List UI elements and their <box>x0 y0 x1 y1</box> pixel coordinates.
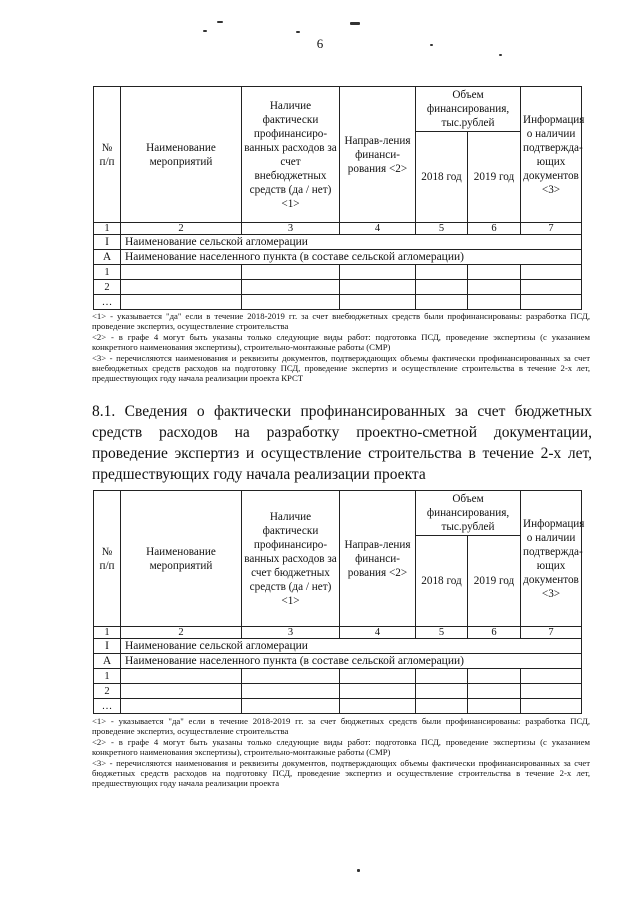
table-row <box>94 295 582 310</box>
column-number: 1 <box>94 627 121 639</box>
column-number: 7 <box>521 627 582 639</box>
col-header-2018: 2018 год <box>416 536 468 627</box>
row-number: I <box>94 235 121 250</box>
column-number: 3 <box>242 223 340 235</box>
footnote: <2> - в графе 4 могут быть указаны только следующие виды работ: подготовка ПСД, проведение экспертизы (с указанием конкретного наименования экспертизы), строительно-монтажные работы (СМР) <box>92 331 590 353</box>
col-header-2019: 2019 год <box>468 536 521 627</box>
column-number: 5 <box>416 627 468 639</box>
table-row <box>94 669 582 684</box>
footnotes-table2 <box>92 716 590 789</box>
agglomeration-row <box>94 235 582 250</box>
scan-speck <box>217 21 223 23</box>
budget-expenses-table <box>93 490 585 714</box>
col-header-number: № п/п <box>94 491 121 627</box>
column-number-row <box>94 627 582 639</box>
column-number: 3 <box>242 627 340 639</box>
page-number: 6 <box>316 36 324 51</box>
footnotes-table1 <box>92 311 590 384</box>
section-heading: 8.1. Сведения о фактически профинансированных за счет бюджетных средств расходов на разработку проектно-сметной документации, проведение экспертиз и осуществление строительства в течение 2-х лет, предшествующих году начала реализации проекта <box>92 403 592 483</box>
agglomeration-name: Наименование сельской агломерации <box>121 639 582 654</box>
scan-speck <box>296 31 300 33</box>
scan-speck <box>499 54 502 56</box>
settlement-row <box>94 654 582 669</box>
footnote: <3> - перечисляются наименования и реквизиты документов, подтверждающих объемы фактически профинансированных за счет бюджетных средств расходов на подготовку ПСД, проведение экспертиз и осуществление строительства в течение 2-х лет, предшествующих году начала реализации проекта <box>92 757 590 789</box>
column-number: 6 <box>468 223 521 235</box>
column-number: 6 <box>468 627 521 639</box>
scan-speck <box>357 869 360 872</box>
col-header-name: Наименование мероприятий <box>121 87 242 223</box>
row-number: 1 <box>94 265 121 280</box>
row-number: A <box>94 250 121 265</box>
col-header-volume: Объем финансирования, тыс.рублей <box>416 87 521 132</box>
column-number: 1 <box>94 223 121 235</box>
row-number: 1 <box>94 669 121 684</box>
extrabudget-expenses-table <box>93 86 585 310</box>
col-header-direction: Направ-ления финанси-рования <2> <box>340 491 416 627</box>
agglomeration-row <box>94 639 582 654</box>
column-number: 7 <box>521 223 582 235</box>
column-number: 2 <box>121 223 242 235</box>
table-header-row <box>94 491 582 536</box>
settlement-name: Наименование населенного пункта (в составе сельской агломерации) <box>121 250 582 265</box>
footnote: <2> - в графе 4 могут быть указаны только следующие виды работ: подготовка ПСД, проведение экспертизы (с указанием конкретного наименования экспертизы), строительно-монтажные работы (СМР) <box>92 736 590 758</box>
scan-speck <box>350 22 360 25</box>
col-header-info: Информация о наличии подтвержда-ющих документов <3> <box>521 491 582 627</box>
scan-speck <box>203 30 207 32</box>
column-number: 4 <box>340 627 416 639</box>
table-row <box>94 699 582 714</box>
col-header-availability: Наличие фактически профинансиро-ванных расходов за счет внебюджетных средств (да / нет) <1> <box>242 87 340 223</box>
col-header-volume: Объем финансирования, тыс.рублей <box>416 491 521 536</box>
col-header-direction: Направ-ления финанси-рования <2> <box>340 87 416 223</box>
table-row <box>94 280 582 295</box>
column-number: 2 <box>121 627 242 639</box>
row-number: I <box>94 639 121 654</box>
row-number: A <box>94 654 121 669</box>
row-number: 2 <box>94 280 121 295</box>
row-number: … <box>94 295 121 310</box>
column-number: 5 <box>416 223 468 235</box>
footnote: <1> - указывается "да" если в течение 2018-2019 гг. за счет внебюджетных средств были профинансированы: разработка ПСД, проведение экспертиз, осуществление строительства <box>92 311 590 332</box>
column-number: 4 <box>340 223 416 235</box>
footnote: <3> - перечисляются наименования и реквизиты документов, подтверждающих объемы фактически профинансированных за счет внебюджетных средств расходов на подготовку ПСД, проведение экспертиз и осуществление строительства в течение 2-х лет, предшествующих году начала реализации проекта КРСТ <box>92 352 590 384</box>
row-number: 2 <box>94 684 121 699</box>
column-number-row <box>94 223 582 235</box>
footnote: <1> - указывается "да" если в течение 2018-2019 гг. за счет бюджетных средств были профинансированы: разработка ПСД, проведение экспертиз, осуществление строительства <box>92 716 590 737</box>
agglomeration-name: Наименование сельской агломерации <box>121 235 582 250</box>
settlement-name: Наименование населенного пункта (в составе сельской агломерации) <box>121 654 582 669</box>
settlement-row <box>94 250 582 265</box>
table-row <box>94 265 582 280</box>
table-header-row <box>94 87 582 132</box>
col-header-info: Информация о наличии подтвержда-ющих документов <3> <box>521 87 582 223</box>
row-number: … <box>94 699 121 714</box>
col-header-2019: 2019 год <box>468 132 521 223</box>
table-row <box>94 684 582 699</box>
col-header-availability: Наличие фактически профинансиро-ванных расходов за счет бюджетных средств (да / нет) <1> <box>242 491 340 627</box>
col-header-number: № п/п <box>94 87 121 223</box>
col-header-2018: 2018 год <box>416 132 468 223</box>
col-header-name: Наименование мероприятий <box>121 491 242 627</box>
